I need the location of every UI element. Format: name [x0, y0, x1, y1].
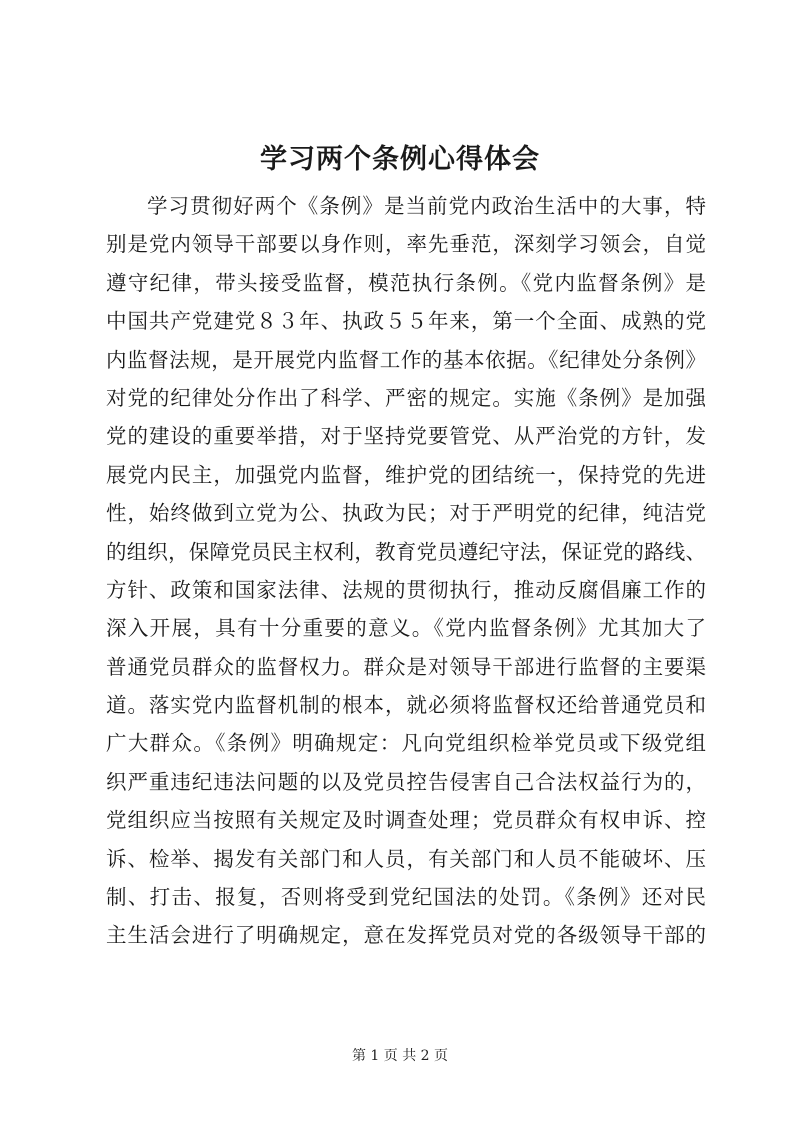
paragraph-line: 学习贯彻好两个《条例》是当前党内政治生活中的大事，特 — [147, 194, 706, 218]
paragraph-line: 深入开展，具有十分重要的意义。《党内监督条例》尤其加大了 — [106, 616, 706, 641]
paragraph-line: 制、打击、报复，否则将受到党纪国法的处罚。《条例》还对民 — [106, 885, 706, 910]
body-paragraph — [106, 187, 706, 955]
paragraph-line: 党的建设的重要举措，对于坚持党要管党、从严治党的方针，发 — [106, 424, 706, 449]
paragraph-line: 普通党员群众的监督权力。群众是对领导干部进行监督的主要渠 — [106, 654, 706, 679]
paragraph-line: 别是党内领导干部要以身作则，率先垂范，深刻学习领会，自觉 — [106, 232, 706, 257]
paragraph-line: 内监督法规，是开展党内监督工作的基本依据。《纪律处分条例》 — [106, 347, 706, 372]
paragraph-line: 遵守纪律，带头接受监督，模范执行条例。《党内监督条例》是 — [106, 270, 706, 295]
paragraph-line: 主生活会进行了明确规定，意在发挥党员对党的各级领导干部的 — [106, 923, 706, 948]
paragraph-line: 对党的纪律处分作出了科学、严密的规定。实施《条例》是加强 — [106, 385, 706, 410]
paragraph-line: 党组织应当按照有关规定及时调查处理；党员群众有权申诉、控 — [106, 808, 706, 833]
paragraph-line: 的组织，保障党员民主权利，教育党员遵纪守法，保证党的路线、 — [106, 539, 706, 564]
paragraph-line: 诉、检举、揭发有关部门和人员，有关部门和人员不能破坏、压 — [106, 846, 706, 871]
paragraph-line: 广大群众。《条例》明确规定：凡向党组织检举党员或下级党组 — [106, 731, 706, 756]
paragraph-line: 道。落实党内监督机制的根本，就必须将监督权还给普通党员和 — [106, 693, 706, 718]
paragraph-line: 展党内民主，加强党内监督，维护党的团结统一，保持党的先进 — [106, 462, 706, 487]
paragraph-line: 性，始终做到立党为公、执政为民；对于严明党的纪律，纯洁党 — [106, 501, 706, 526]
paragraph-line: 方针、政策和国家法律、法规的贯彻执行，推动反腐倡廉工作的 — [106, 577, 706, 602]
page-title: 学习两个条例心得体会 — [260, 144, 540, 175]
paragraph-line: 织严重违纪违法问题的以及党员控告侵害自己合法权益行为的， — [106, 769, 706, 794]
page-number-footer: 第 1 页 共 2 页 — [351, 1048, 449, 1064]
paragraph-line: 中国共产党建党８３年、执政５５年来，第一个全面、成熟的党 — [106, 309, 706, 334]
